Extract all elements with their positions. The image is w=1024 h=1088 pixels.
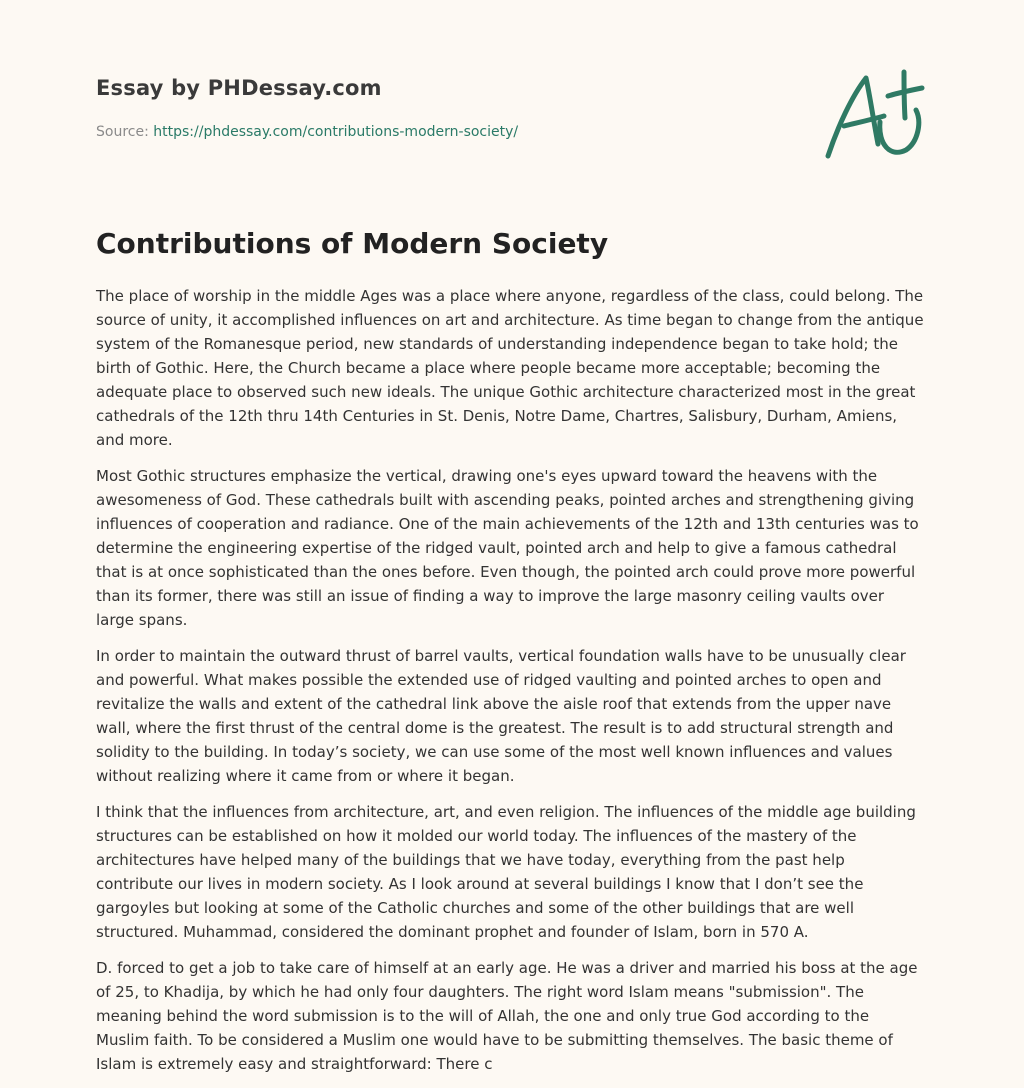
source-line <box>96 124 518 140</box>
site-brand: Essay by PHDessay.com <box>96 76 382 100</box>
source-label: Source: <box>96 124 149 140</box>
essay-paragraph: D. forced to get a job to take care of himself at an early age. He was a driver and married his boss at the age of 25, to Khadija, by which he had only four daughters. The right word Islam means "submission". The meaning behind the word submission is to the will of Allah, the one and only true God according to the Muslim faith. To be considered a Muslim one would have to be submitting themselves. The basic theme of Islam is extremely easy and straightforward: There c <box>96 959 918 1073</box>
source-link[interactable]: https://phdessay.com/contributions-modern-society/ <box>153 124 519 140</box>
essay-paragraph: Most Gothic structures emphasize the vertical, drawing one's eyes upward toward the heavens with the awesomeness of God. These cathedrals built with ascending peaks, pointed arches and strengthening giving influences of cooperation and radiance. One of the main achievements of the 12th and 13th centuries was to determine the engineering expertise of the ridged vault, pointed arch and help to give a famous cathedral that is at once sophisticated than the ones before. Even though, the pointed arch could prove more powerful than its former, there was still an issue of finding a way to improve the large masonry ceiling vaults over large spans. <box>96 467 919 629</box>
essay-body <box>96 284 926 1088</box>
essay-paragraph: In order to maintain the outward thrust of barrel vaults, vertical foundation walls have to be unusually clear and powerful. What makes possible the extended use of ridged vaulting and pointed arches to open and revitalize the walls and extent of the cathedral link above the aisle roof that extends from the upper nave wall, where the first thrust of the central dome is the greatest. The result is to add structural strength and solidity to the building. In today’s society, we can use some of the most well known influences and values without realizing where it came from or where it began. <box>96 647 906 785</box>
a-plus-grade-icon <box>818 66 930 166</box>
essay-title: Contributions of Modern Society <box>96 227 609 260</box>
essay-paragraph: I think that the influences from architecture, art, and even religion. The influences of the middle age building structures can be established on how it molded our world today. The influences of the mastery of the architectures have helped many of the buildings that we have today, everything from the past help contribute our lives in modern society. As I look around at several buildings I know that I don’t see the gargoyles but looking at some of the Catholic churches and some of the other buildings that are well structured. Muhammad, considered the dominant prophet and founder of Islam, born in 570 A. <box>96 803 916 941</box>
essay-paragraph: The place of worship in the middle Ages was a place where anyone, regardless of the class, could belong. The source of unity, it accomplished influences on art and architecture. As time began to change from the antique system of the Romanesque period, new standards of understanding independence began to take hold; the birth of Gothic. Here, the Church became a place where people became more acceptable; becoming the adequate place to observed such new ideals. The unique Gothic architecture characterized most in the great cathedrals of the 12th thru 14th Centuries in St. Denis, Notre Dame, Chartres, Salisbury, Durham, Amiens, and more. <box>96 287 924 449</box>
